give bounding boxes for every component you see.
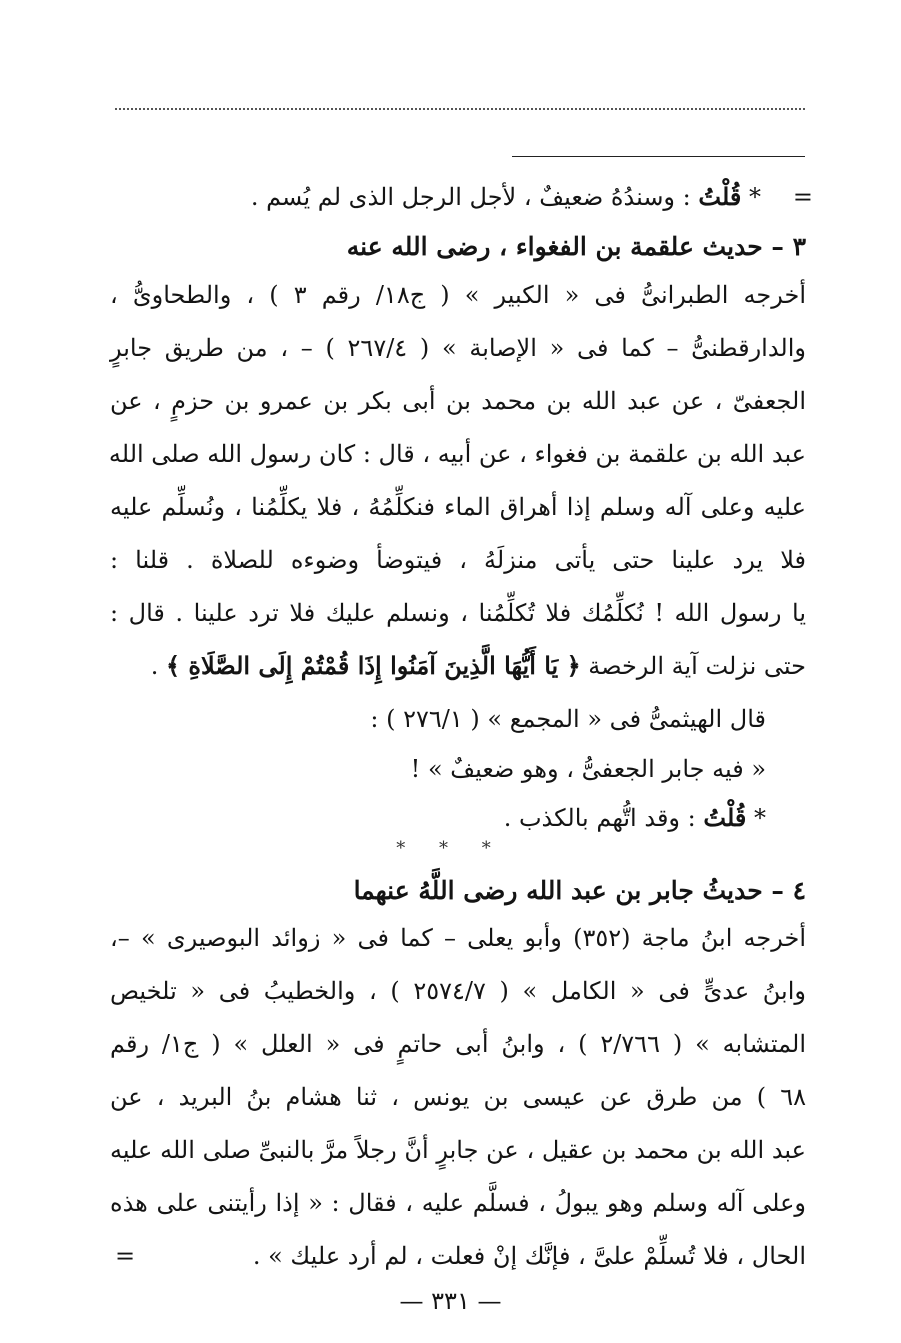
section-3-line-5: عليه وعلى آله وسلم إذا أهراق الماء فنكلِّمُهُ ، فلا يكلِّمُنا ، ونُسلِّم عليه bbox=[110, 493, 806, 521]
section-4-line-7: الحال ، فلا تُسلِّمْ علىَّ ، فإنَّك إنْ فعلت ، لم أرد عليك » . bbox=[252, 1242, 806, 1270]
section-4-line-3: المتشابه » ( ٢/٧٦٦ ) ، وابنُ أبى حاتمٍ فى « العلل » ( ج١/ رقم bbox=[110, 1030, 807, 1058]
section-3-line-1: أخرجه الطبرانىُّ فى « الكبير » ( ج١٨/ رقم ٣ ) ، والطحاوىُّ ، bbox=[110, 281, 807, 309]
sentence-end: . bbox=[150, 652, 159, 680]
section-4-line-5: عبد الله بن محمد بن عقيل ، عن جابرٍ أنَّ رجلاً مرَّ بالنبىِّ صلى الله عليه bbox=[110, 1136, 806, 1164]
quran-intro: حتى نزلت آية الرخصة bbox=[588, 652, 806, 680]
section-3-line-3: الجعفىّ ، عن عبد الله بن محمد بن أبى بكر بن عمرو بن حزمٍ ، عن bbox=[110, 387, 806, 415]
haythami-citation: قال الهيثمىُّ فى « المجمع » ( ٢٧٦/١ ) : bbox=[370, 705, 766, 733]
header-dotted-rule bbox=[115, 108, 805, 110]
section-3-line-6: فلا يرد علينا حتى يأتى منزلَهُ ، فيتوضأ وضوءه للصلاة . قلنا : bbox=[110, 546, 806, 574]
qultu-note bbox=[466, 801, 766, 835]
section-3-heading: ٣ – حديث علقمة بن الفغواء ، رضى الله عنه bbox=[346, 232, 806, 261]
footnote-rule bbox=[512, 156, 805, 157]
section-4-line-4: ٦٨ ) من طرق عن عيسى بن يونس ، ثنا هشام بنُ البريد ، عن bbox=[110, 1083, 806, 1111]
section-4-line-1: أخرجه ابنُ ماجة (٣٥٢) وأبو يعلى – كما فى « زوائد البوصيرى » –، bbox=[110, 924, 807, 952]
section-3-line-2: والدارقطنىُّ – كما فى « الإصابة » ( ٢٦٧/٤ ) – ، من طريق جابرٍ bbox=[110, 334, 807, 362]
page-number: — ٣٣١ — bbox=[399, 1287, 502, 1315]
section-3-line-7: يا رسول الله ! نُكلِّمُك فلا تُكلِّمُنا ، ونسلم عليك فلا ترد علينا . قال : bbox=[110, 599, 806, 627]
star-marker-2: * bbox=[754, 804, 766, 832]
continuation-marker-top: = bbox=[792, 183, 813, 211]
footnote-continuation bbox=[110, 180, 761, 214]
footnote-text: : وسندُهُ ضعيفٌ ، لأجل الرجل الذى لم يُسم . bbox=[250, 183, 691, 211]
section-3-line-4: عبد الله بن علقمة بن فغواء ، عن أبيه ، قال : كان رسول الله صلى الله bbox=[108, 440, 806, 468]
section-separator: * * * bbox=[396, 838, 505, 859]
qultu-note-text: : وقد اتُّهم بالكذب . bbox=[503, 804, 696, 832]
quran-verse: ﴿ يَا أَيُّهَا الَّذِينَ آمَنُوا إِذَا قُمْتُمْ إِلَى الصَّلَاةِ ﴾ bbox=[165, 651, 581, 680]
star-marker: * bbox=[749, 183, 761, 211]
section-4-line-2: وابنُ عدىٍّ فى « الكامل » ( ٢٥٧٤/٧ ) ، والخطيبُ فى « تلخيص bbox=[110, 977, 806, 1005]
section-4-heading: ٤ – حديثُ جابر بن عبد الله رضى اللَّهُ عنهما bbox=[353, 876, 806, 905]
qultu-label-2: قُلْتُ bbox=[703, 803, 747, 832]
continuation-marker-bottom: = bbox=[115, 1242, 136, 1270]
section-3-line-8 bbox=[110, 649, 806, 683]
haythami-quote: « فيه جابر الجعفىُّ ، وهو ضعيفٌ » ! bbox=[410, 755, 766, 783]
qultu-label: قُلْتُ bbox=[698, 182, 742, 211]
section-4-line-6: وعلى آله وسلم وهو يبولُ ، فسلَّم عليه ، فقال : « إذا رأيتنى على هذه bbox=[110, 1189, 806, 1217]
